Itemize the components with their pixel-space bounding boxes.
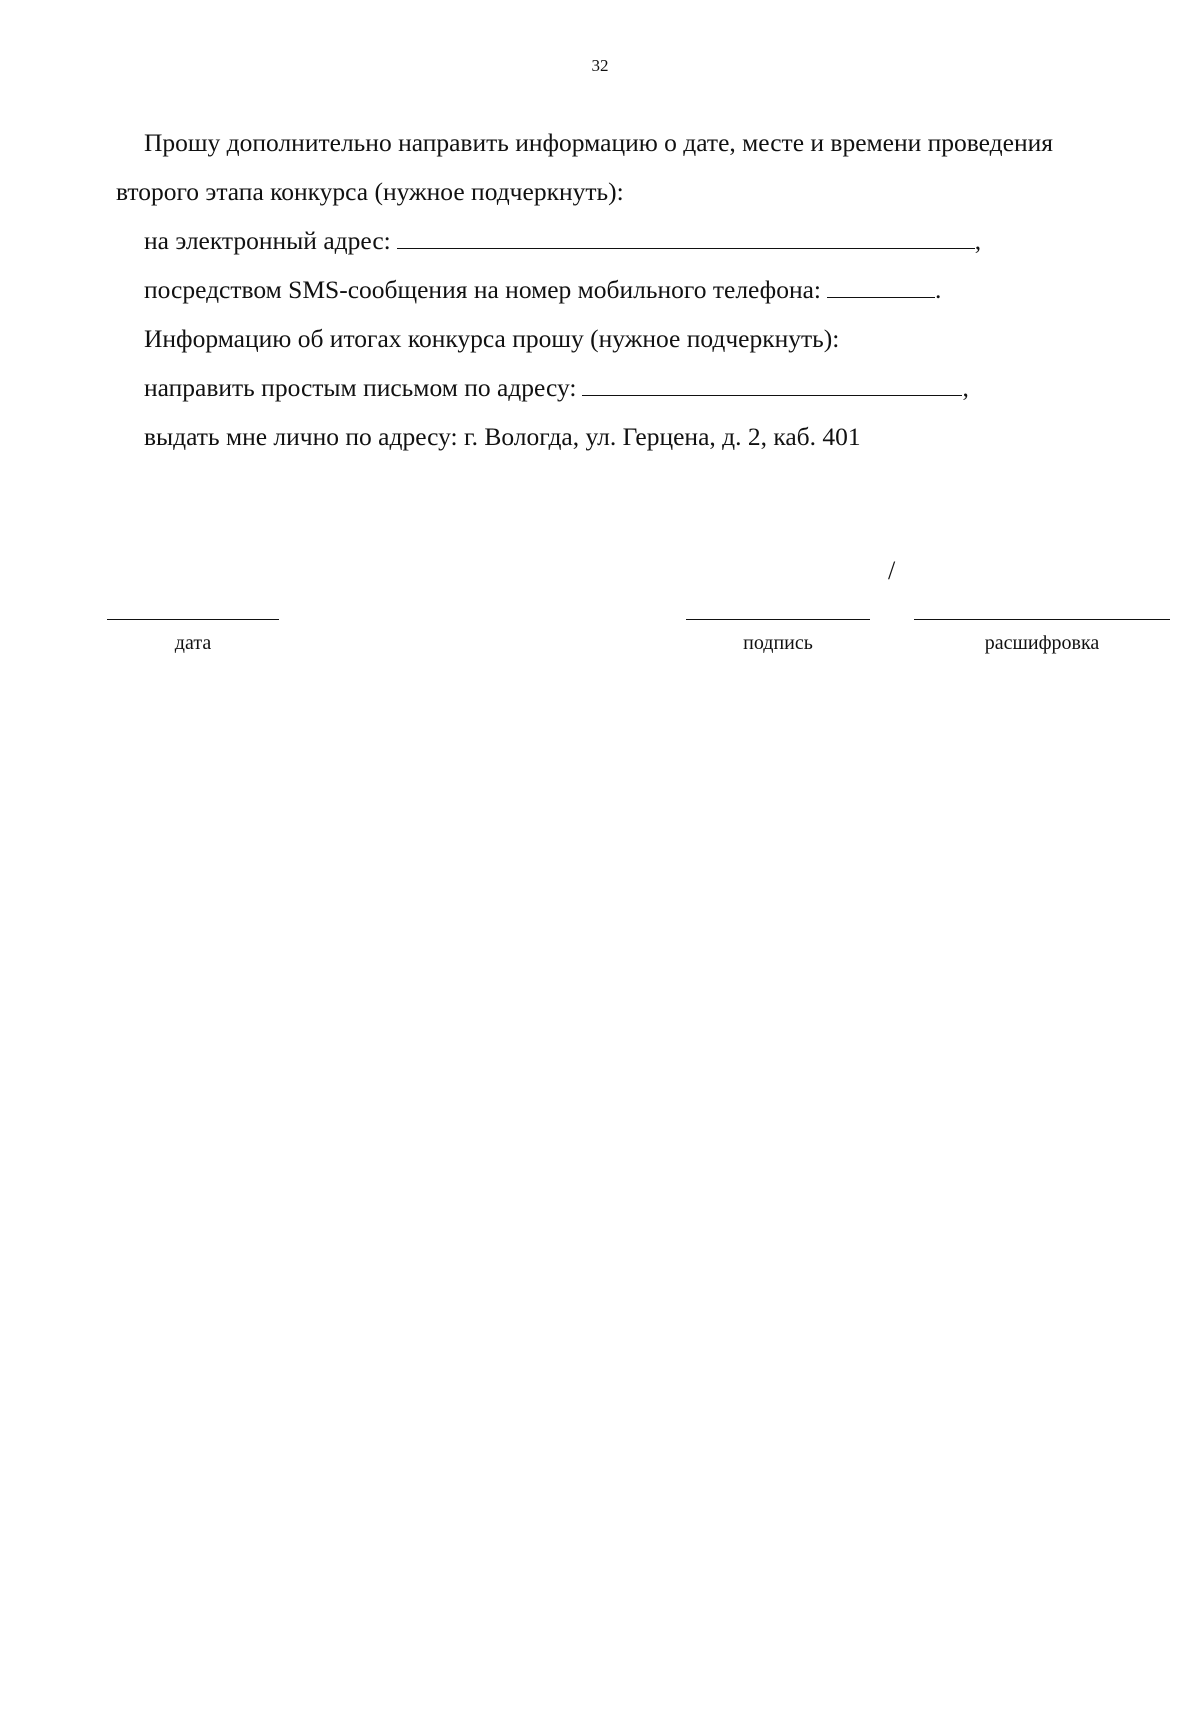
- email-option: [116, 216, 1176, 265]
- request-text: [116, 118, 1176, 461]
- post-option-label: направить простым письмом по адресу:: [144, 373, 577, 402]
- phone-blank-field[interactable]: [827, 275, 935, 298]
- email-blank-field[interactable]: [397, 226, 975, 249]
- post-option-end: ,: [962, 373, 969, 402]
- sms-option-label: посредством SMS-сообщения на номер мобильного телефона:: [144, 275, 822, 304]
- post-address-blank-field[interactable]: [582, 373, 962, 396]
- decode-caption: расшифровка: [984, 632, 1100, 654]
- post-option: [116, 363, 1176, 412]
- email-option-label: на электронный адрес:: [144, 226, 391, 255]
- date-caption: дата: [174, 632, 212, 654]
- name-decode-blank-line[interactable]: [914, 619, 1170, 620]
- paragraph2-line1: Информацию об итогах конкурса прошу (нужное подчеркнуть):: [144, 324, 840, 353]
- signature-caption: подпись: [743, 632, 813, 654]
- email-option-end: ,: [974, 226, 982, 255]
- sms-option: [116, 265, 1176, 314]
- sms-option-end: .: [935, 275, 942, 304]
- signature-separator: /: [888, 556, 896, 585]
- signature-blank-line[interactable]: [686, 619, 870, 620]
- page-number: 32: [591, 56, 609, 75]
- paragraph1-line2: второго этапа конкурса (нужное подчеркнуть):: [116, 177, 624, 206]
- paragraph1-line1: Прошу дополнительно направить информацию о дате, месте и времени проведения: [144, 128, 1053, 157]
- date-blank-line[interactable]: [107, 619, 279, 620]
- in-person-option: выдать мне лично по адресу: г. Вологда, ул. Герцена, д. 2, каб. 401: [144, 422, 861, 451]
